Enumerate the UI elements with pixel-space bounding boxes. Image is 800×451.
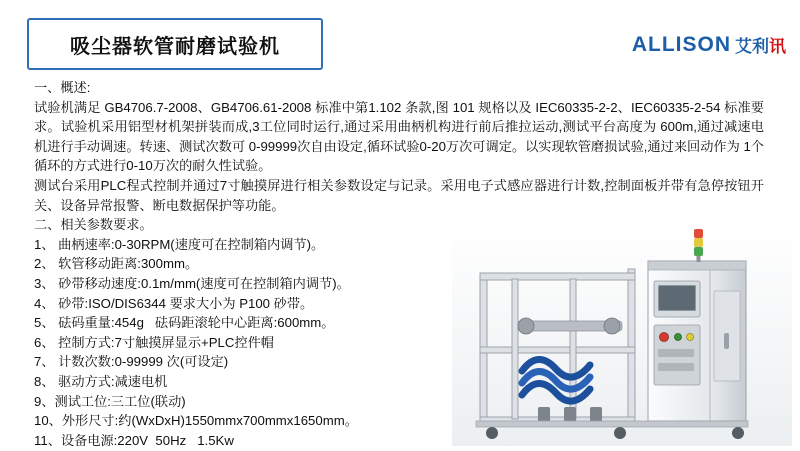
- param-item: 9、测试工位:三工位(联动): [34, 393, 186, 409]
- param-item: 7、 计数次数:0-99999 次(可设定): [34, 354, 229, 370]
- param-item: 6、 控制方式:7寸触摸屏显示+PLC控件帽: [34, 334, 274, 350]
- logo-cn-mark: 讯: [769, 37, 786, 56]
- overview-heading: 一、概述:: [34, 80, 91, 95]
- param-item: 10、外形尺寸:约(WxDxH)1550mmx700mmx1650mm。: [34, 413, 358, 429]
- param-item: 5、 砝码重量:454g 砝码距滚轮中心距离:600mm。: [34, 315, 335, 331]
- param-item: 4、 砂带:ISO/DIS6344 要求大小为 P100 砂带。: [34, 295, 314, 311]
- param-item: 8、 驱动方式:减速电机: [34, 373, 168, 389]
- page-title-box: [27, 18, 323, 70]
- logo-text-cn: [735, 38, 786, 55]
- logo-cn-main: 艾利: [735, 37, 769, 56]
- param-item: 2、 软管移动距离:300mm。: [34, 256, 199, 272]
- param-item: 11、设备电源:220V 50Hz 1.5Kw: [34, 432, 234, 448]
- logo-text-en: ALLISON: [631, 33, 731, 56]
- param-item: 3、 砂带移动速度:0.1m/mm(速度可在控制箱内调节)。: [34, 275, 350, 291]
- param-item: 1、 曲柄速率:0-30RPM(速度可在控制箱内调节)。: [34, 236, 325, 252]
- company-logo: [632, 34, 786, 55]
- overview-paragraph: 试验机满足 GB4706.7-2008、GB4706.61-2008 标准中第1.102 条款,图 101 规格以及 IEC60335-2-2、IEC60335-2-54 标准要求。试验机采用铝型材机架拼装而成,3工位同时运行,通过采用曲柄机构进行前后推拉运动,测试平台高度为 600m,通过减速电机进行手动调速。转速、测试次数可 0-99999次自由设定,循环试验0-20万次可调定。以实现软管磨损试验,通过来回动作为 1个循环的方式进行0-10万次的耐久性试验。: [34, 99, 764, 174]
- overview-paragraph-2: 测试台采用PLC程式控制并通过7寸触摸屏进行相关参数设定与记录。采用电子式感应器进行计数,控制面板并带有急停按钮开关、设备异常报警、断电数据保护等功能。: [34, 177, 764, 213]
- machine-photo: [452, 221, 792, 446]
- control-cabinet: [648, 261, 746, 421]
- page-title: 吸尘器软管耐磨试验机: [70, 35, 280, 58]
- params-heading: 二、相关参数要求。: [34, 217, 153, 233]
